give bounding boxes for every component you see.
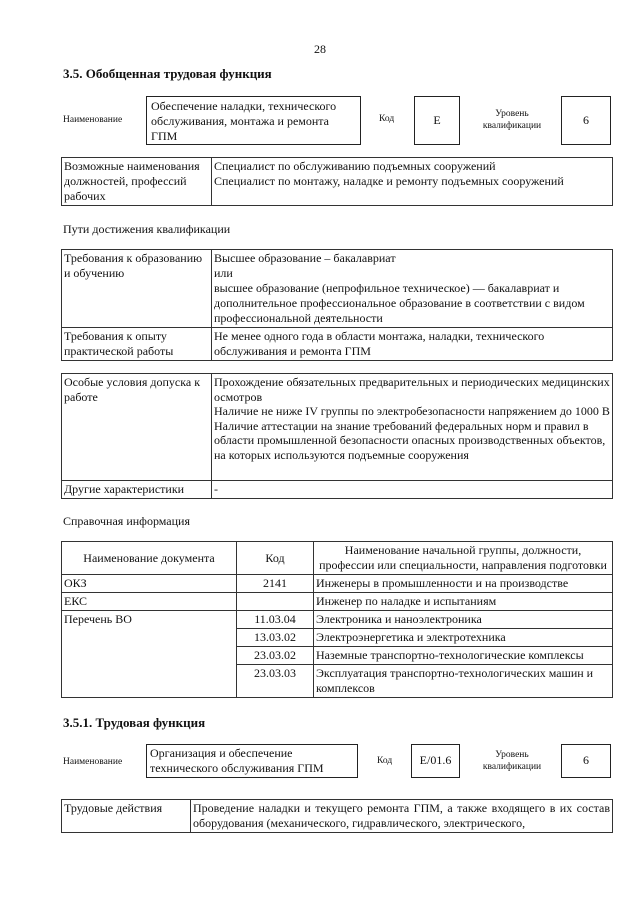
vo-name: Электроэнергетика и электротехника (314, 629, 613, 647)
eks-code (237, 593, 314, 611)
sub-qualification-level-label (472, 749, 552, 773)
vo-name: Электроника и наноэлектроника (314, 611, 613, 629)
labor-actions-value: Проведение наладки и текущего ремонта ГПМ, а также входящего в их состав оборудования (механического, гидравлического, электрического, (191, 800, 613, 833)
sub-function-name-value: Организация и обеспечение технического обслуживания ГПМ (150, 746, 324, 775)
admission-line: Наличие аттестации на знание требований федеральных норм и правил в области промышленной безопасности опасных производственных объектов, на которых используются подъемные сооружения (214, 418, 606, 462)
position-item: Специалист по монтажу, наладке и ремонту подъемных сооружений (214, 174, 564, 188)
vo-code: 23.03.02 (237, 647, 314, 665)
vo-doc: Перечень ВО (62, 611, 237, 698)
sub-level-label-line-2: квалификации (482, 762, 542, 772)
name-label: Наименование (63, 115, 123, 125)
positions-table (61, 157, 613, 206)
page-number: 28 (314, 42, 326, 56)
sub-level-label-line-1: Уровень (495, 750, 529, 760)
labor-actions-label: Трудовые действия (62, 800, 191, 833)
level-label-line-1: Уровень (495, 109, 529, 119)
okz-code: 2141 (237, 575, 314, 593)
reference-table (61, 541, 613, 698)
level-box (561, 96, 611, 145)
other-value: - (212, 481, 613, 499)
eks-doc: ЕКС (62, 593, 237, 611)
admission-table (61, 373, 613, 499)
reference-header-code: Код (237, 542, 314, 575)
vo-code: 11.03.04 (237, 611, 314, 629)
education-line: Высшее образование – бакалавриат (214, 251, 396, 265)
vo-name: Эксплуатация транспортно-технологических машин и комплексов (314, 665, 613, 698)
positions-label: Возможные наименования должностей, профессий рабочих (62, 158, 212, 206)
vo-code: 13.03.02 (237, 629, 314, 647)
okz-doc: ОКЗ (62, 575, 237, 593)
sub-code-label: Код (377, 756, 393, 766)
experience-value: Не менее одного года в области монтажа, наладки, технического обслуживания и ремонта ГПМ (212, 328, 613, 361)
subsection-heading: 3.5.1. Трудовая функция (63, 715, 206, 730)
admission-label: Особые условия допуска к работе (62, 374, 212, 481)
sub-name-label: Наименование (63, 757, 123, 767)
paths-title: Пути достижения квалификации (63, 222, 231, 236)
other-label: Другие характеристики (62, 481, 212, 499)
code-box (414, 96, 460, 145)
admission-line: Наличие не ниже IV группы по электробезопасности напряжением до 1000 В (214, 404, 610, 419)
sub-level-box (561, 744, 611, 778)
education-table (61, 249, 613, 361)
sub-level-value: 6 (583, 753, 589, 767)
experience-label: Требования к опыту практической работы (62, 328, 212, 361)
vo-name: Наземные транспортно-технологические комплексы (314, 647, 613, 665)
reference-header-name: Наименование начальной группы, должности, профессии или специальности, направления подготовки (314, 542, 613, 575)
reference-title: Справочная информация (63, 514, 190, 528)
positions-list (212, 158, 613, 206)
level-value: 6 (583, 113, 589, 127)
education-value (212, 250, 613, 328)
admission-line: Прохождение обязательных предварительных и периодических медицинских осмотров (214, 375, 610, 404)
function-name-value: Обеспечение наладки, технического обслуживания, монтажа и ремонта ГПМ (151, 99, 337, 143)
qualification-level-label (472, 108, 552, 132)
code-label: Код (379, 114, 395, 124)
code-value: E (433, 113, 441, 127)
function-name-box (146, 96, 361, 145)
okz-name: Инженеры в промышленности и на производстве (314, 575, 613, 593)
admission-value (212, 374, 613, 481)
position-item: Специалист по обслуживанию подъемных сооружений (214, 159, 496, 173)
sub-function-name-box (146, 744, 358, 778)
labor-actions-table (61, 799, 613, 833)
section-heading: 3.5. Обобщенная трудовая функция (63, 66, 272, 81)
level-label-line-2: квалификации (482, 121, 542, 131)
vo-code: 23.03.03 (237, 665, 314, 698)
education-label: Требования к образованию и обучению (62, 250, 212, 328)
education-line: высшее образование (непрофильное техническое) — бакалавриат и дополнительное профессиональное образование в соответствии с видом профессиональной деятельности (214, 281, 585, 325)
sub-code-box (411, 744, 460, 778)
eks-name: Инженер по наладке и испытаниям (314, 593, 613, 611)
sub-code-value: E/01.6 (419, 753, 452, 767)
reference-header-doc: Наименование документа (62, 542, 237, 575)
education-line: или (214, 266, 233, 280)
